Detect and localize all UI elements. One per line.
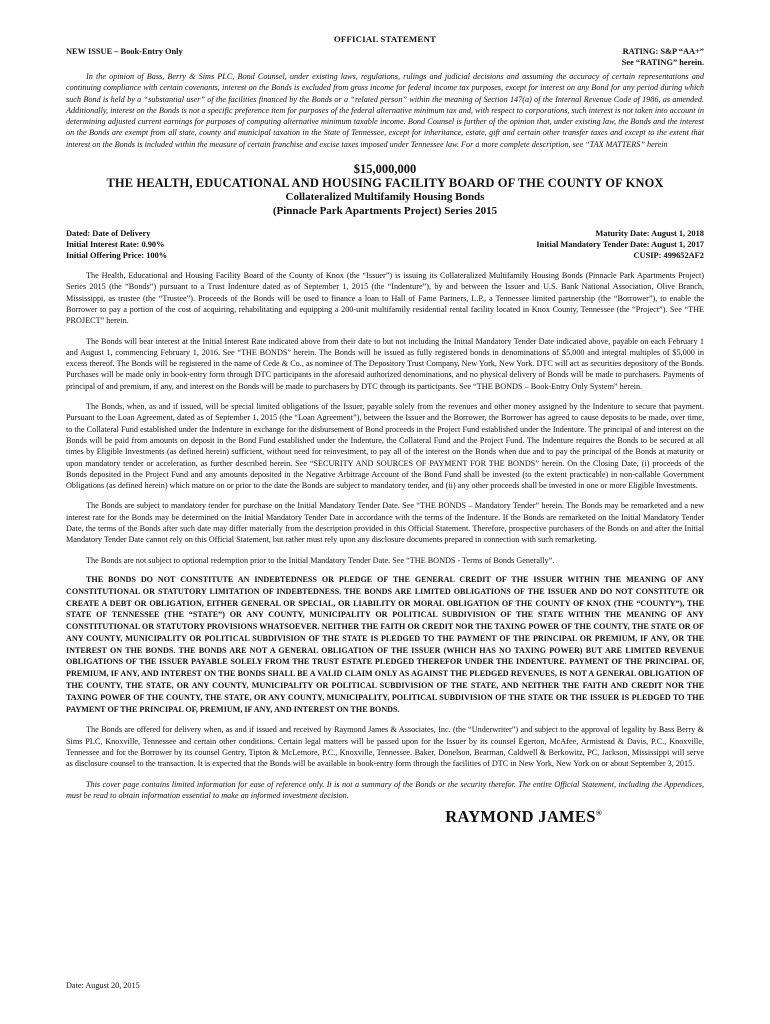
rating-reference: See “RATING” herein. — [621, 58, 704, 67]
security-paragraph: The Bonds, when, as and if issued, will be special limited obligations of the Issuer, payable solely from the revenues and other money assigned by the Indenture to secure that payment. Pursuant to the Loan Agreement, dated as of September 1, 2015 (the “Loan Agreement”), between the Issuer and the Borrower, the Borrower has agreed to cause deposits to be made, over time, to the Collateral Fund established under the Indenture in exchange for the disbursement of Bond proceeds in the Project Fund established under the Indenture. The principal of and interest on the Bonds will be paid from amounts on deposit in the Bond Fund established under the Indenture, the Collateral Fund and the Project Fund. The Indenture requires the Bonds to be secured at all times by Eligible Investments (as defined herein) sufficient, without need for reinvestment, to pay all of the interest on the Bonds when due and to pay the principal of the Bonds at maturity or upon mandatory tender or acceleration, as further described herein. See “SECURITY AND SOURCES OF PAYMENT FOR THE BONDS” herein. On the Closing Date, (i) proceeds of the Bonds deposited in the Project Fund and any amounts deposited in the Negative Arbitrage Account of the Bond Fund shall be invested (to the extent practicable) in non-callable Government Obligations (as defined herein) which mature on or prior to the date the Bonds are subject to mandatory tender, and (ii) any other proceeds shall be invested in one or more Eligible Investments. — [66, 402, 704, 491]
redemption-paragraph: The Bonds are not subject to optional redemption prior to the Initial Mandatory Tender Date. See “THE BONDS - Terms of Bonds Generally”. — [86, 555, 555, 565]
dated-term: Dated: Date of Delivery — [66, 229, 151, 239]
rating-block — [622, 46, 704, 68]
cover-page-note: This cover page contains limited information for ease of reference only. It is not a summary of the Bonds or the security therefor. The entire Official Statement, including the Appendices, must be read to obtain information essential to make an informed investment decision. — [66, 779, 704, 800]
mandatory-tender-paragraph: The Bonds are subject to mandatory tender for purchase on the Initial Mandatory Tender Date. See “THE BONDS – Mandatory Tender” herein. The Bonds may be remarketed and a new interest rate for the Bonds may be determined on the Initial Mandatory Tender Date in accordance with the terms of the Indenture. If the Bonds are remarketed on the Initial Mandatory Tender Date, the terms of the Bonds after such date may differ materially from the description provided in this Official Statement. Therefore, prospective purchasers of the Bonds on and after the Initial Mandatory Tender Date cannot rely on this Official Statement, but rather must rely upon any disclosure documents prepared in connection with such remarketing. — [66, 501, 704, 545]
bond-terms — [66, 228, 704, 261]
rating-label: RATING: S&P “AA+” — [622, 47, 704, 56]
underwriter-logo-row — [66, 807, 704, 825]
logo-text: RAYMOND JAMES — [445, 806, 596, 826]
limited-obligation-paragraph: THE BONDS DO NOT CONSTITUTE AN INDEBTEDNESS OR PLEDGE OF THE GENERAL CREDIT OF THE ISSUER WITHIN THE MEANING OF ANY CONSTITUTIONAL OR STATUTORY LIMITATION OF INDEBTEDNESS. THE BONDS ARE LIMITED OBLIGATIONS OF THE ISSUER AND DO NOT CONSTITUTE OR CREATE A DEBT OR OBLIGATION, EITHER GENERAL OR SPECIAL, OR LIABILITY OR MORAL OBLIGATION OF THE COUNTY OF KNOX (THE “COUNTY”), THE STATE OF TENNESSEE (THE “STATE”) OR ANY COUNTY, MUNICIPALITY OR POLITICAL SUBDIVISION OF THE STATE WITHIN THE MEANING OF ANY CONSTITUTIONAL OR STATUTORY PROVISIONS WHATSOEVER. NEITHER THE FAITH OR CREDIT NOR THE TAXING POWER OF THE COUNTY, THE STATE OR OF ANY COUNTY, MUNICIPALITY OR POLITICAL SUBDIVISION OF THE STATE IS PLEDGED TO THE PAYMENT OF THE PRINCIPAL OR PREMIUM, IF ANY, OR THE INTEREST ON THE BONDS. THE BONDS ARE NOT A GENERAL OBLIGATION OF THE ISSUER (WHICH HAS NO TAXING POWER) BUT ARE LIMITED REVENUE OBLIGATIONS OF THE ISSUER PAYABLE SOLELY FROM THE TRUST ESTATE PLEDGED THEREFOR UNDER THE INDENTURE. PAYMENT OF THE PRINCIPAL OF, PREMIUM, IF ANY, AND INTEREST ON THE BONDS SHALL BE A VALID CLAIM ONLY AS AGAINST THE PLEDGED REVENUES, IS NOT A GENERAL OBLIGATION OF THE COUNTY, THE STATE, OR ANY COUNTY, MUNICIPALITY OR POLITICAL SUBDIVISION OF THE STATE, AND NEITHER THE FAITH AND CREDIT NOR THE TAXING POWER OF THE COUNTY, THE STATE, OR ANY COUNTY, MUNICIPALITY, POLITICAL SUBDIVISION OF THE STATE OR THE ISSUER IS PLEDGED TO THE PAYMENT OF THE PRINCIPAL OF, PREMIUM, IF ANY, AND INTEREST ON THE BONDS. — [66, 574, 704, 714]
new-issue-label: NEW ISSUE – Book-Entry Only — [66, 47, 183, 56]
raymond-james-logo — [445, 807, 602, 826]
maturity-term: Maturity Date: August 1, 2018 — [595, 229, 704, 239]
project-series: (Pinnacle Park Apartments Project) Series 2015 — [272, 204, 498, 217]
issuer-name: THE HEALTH, EDUCATIONAL AND HOUSING FACILITY BOARD OF THE COUNTY OF KNOX — [106, 176, 664, 191]
tax-opinion-paragraph: In the opinion of Bass, Berry & Sims PLC, Bond Counsel, under existing laws, regulations, rulings and judicial decisions and assuming the accuracy of certain representations and continuing compliance with certain covenants, interest on the Bonds is excluded from gross income for federal income tax purposes, except for interest on any Bond for any period during which such Bond is held by a “substantial user” of the facilities financed by the Bonds or a “related person” within the meaning of Section 147(a) of the Internal Revenue Code of 1986, as amended. Additionally, interest on the Bonds is not a specific preference item for purposes of the federal alternative minimum tax and, with respect to corporations, such interest is not taken into account in determining adjusted current earnings for purposes of computing alternative minimum taxable income. Bond Counsel is further of the opinion that, under existing law, the Bonds and the interest on the Bonds are exempt from all state, county and municipal taxation in the State of Tennessee, except for inheritance, estate, gift and certain other transfer taxes and except to the extent that interest on the Bonds is included within the measure of certain franchise and excise taxes imposed under Tennessee law. For a more complete description, see “TAX MATTERS” herein — [66, 72, 704, 149]
statement-date: Date: August 20, 2015 — [66, 981, 140, 990]
bond-title: Collateralized Multifamily Housing Bonds — [285, 191, 485, 204]
bond-terms-right — [536, 228, 704, 261]
bond-terms-left — [66, 228, 167, 261]
registered-mark: ® — [595, 808, 602, 818]
tender-date-term: Initial Mandatory Tender Date: August 1, 2017 — [536, 240, 704, 250]
offering-amount: $15,000,000 — [353, 162, 417, 177]
interest-paragraph: The Bonds will bear interest at the Initial Interest Rate indicated above from their date to but not including the Initial Mandatory Tender Date indicated above, payable on each February 1 and August 1, commencing February 1, 2016. See “THE BONDS” herein. The Bonds will be issued as fully registered bonds in denominations of $5,000 and integral multiples of $5,000 in excess thereof. The Bonds will be registered in the name of Cede & Co., as nominee of The Depository Trust Company, New York, New York. DTC will act as securities depository of the Bonds. Purchases will be made only in book-entry form through DTC participants in the aforesaid authorized denominations, and no physical delivery of Bonds will be made to purchasers. Payments of principal of and premium, if any, and interest on the Bonds will be made to purchasers by DTC through its participants. See “THE BONDS – Book-Entry Only System” herein. — [66, 336, 704, 391]
interest-rate-term: Initial Interest Rate: 0.90% — [66, 240, 165, 250]
document-heading: OFFICIAL STATEMENT — [333, 34, 437, 44]
offering-price-term: Initial Offering Price: 100% — [66, 251, 168, 261]
issuance-paragraph: The Health, Educational and Housing Facility Board of the County of Knox (the “Issuer”) is issuing its Collateralized Multifamily Housing Bonds (Pinnacle Park Apartments Project) Series 2015 (the “Bonds”) pursuant to a Trust Indenture dated as of September 1, 2015 (the “Indenture”), by and between the Issuer and U.S. Bank National Association, Olive Branch, Mississippi, as trustee (the “Trustee”). Proceeds of the Bonds will be used to finance a loan to Hall of Fame Partners, L.P., a Tennessee limited partnership (the “Borrower”), to enable the Borrower to pay a portion of the cost of acquiring, rehabilitating and equipping a 200-unit multifamily residential rental facility located in Knox County, Tennessee (the “Project”). See “THE PROJECT” herein. — [66, 271, 704, 326]
delivery-paragraph: The Bonds are offered for delivery when, as and if issued and received by Raymond James & Associates, Inc. (the “Underwriter”) and subject to the approval of legality by Bass Berry & Sims PLC, Knoxville, Tennessee and certain other conditions. Certain legal matters will be passed upon for the Issuer by its counsel Egerton, McAfee, Armistead & Davis, P.C., Knoxville, Tennessee and for the Borrower by its counsel Gentry, Tipton & McLemore, P.C., Knoxville, Tennessee. Baker, Donelson, Bearman, Caldwell & Berkowitz, PC, Jackson, Mississippi will serve as disclosure counsel to the transaction. It is expected that the Bonds will be available in book-entry form through the facilities of DTC in New York, New York on or about September 3, 2015. — [66, 725, 704, 769]
cusip-term: CUSIP: 499652AF2 — [633, 251, 704, 261]
issue-rating-row — [66, 46, 704, 68]
